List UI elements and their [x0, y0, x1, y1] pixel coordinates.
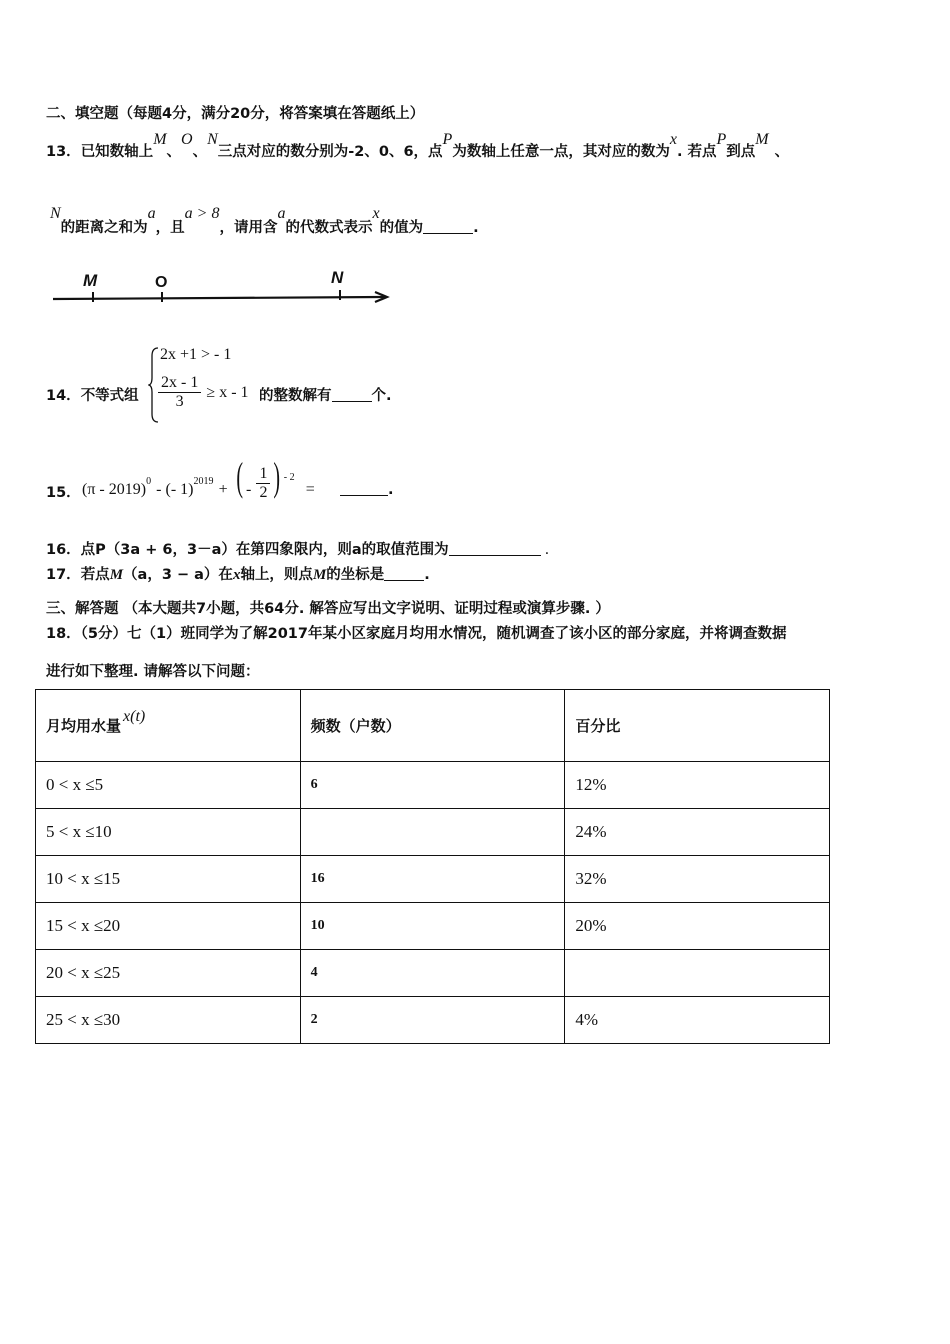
header-percent: 百分比: [565, 690, 830, 762]
condition-a-gt-8: a > 8: [184, 205, 220, 222]
point-n: N: [207, 131, 218, 148]
section-2-heading: 二、填空题（每题4分，满分20分，将答案填在答题纸上）: [46, 106, 425, 122]
answer-blank-14: [332, 387, 372, 402]
inequality-1: 2x +1 > - 1: [160, 346, 232, 363]
number-line-axis: [53, 297, 385, 299]
table-header-row: [36, 690, 830, 762]
question-14-tail: 的整数解有 个.: [259, 388, 392, 404]
inequality-2-fraction: $\frac{2x - 1}{3}$: [158, 374, 201, 411]
fraction-one-half: $\frac{1}{2}$: [256, 465, 270, 502]
question-15-number: 15．: [46, 485, 81, 501]
table-row: 5 < x ≤10 24%: [36, 809, 830, 856]
label-m: M: [83, 271, 98, 290]
header-usage: 月均用水量x(t): [36, 690, 301, 762]
answer-blank-17: [384, 566, 424, 581]
question-13: 13．已知数轴上M、O、N三点对应的数分别为-2、0、6，点P为数轴上任意一点，其对应的数为x. 若点P到点M、: [46, 131, 790, 160]
answer-blank-15: [340, 481, 388, 496]
table-row: 25 < x ≤30 2 4%: [36, 997, 830, 1044]
inequality-2: $\frac{2x - 1}{3}$ ≥ x - 1: [158, 374, 249, 411]
table-row: 15 < x ≤20 10 20%: [36, 903, 830, 950]
answer-blank-16: [449, 541, 541, 556]
q13-number: 13．: [46, 144, 81, 160]
question-18-line-2: 进行如下整理. 请解答以下问题：: [46, 664, 260, 680]
point-m: M: [153, 131, 167, 148]
table-row: 0 < x ≤5 6 12%: [36, 762, 830, 809]
table-row: 20 < x ≤25 4: [36, 950, 830, 997]
question-17: 17．若点M（a，3 − a）在x轴上，则点M的坐标是 .: [46, 567, 430, 583]
answer-blank-13: [423, 219, 473, 234]
question-15-expression: $(\pi - 2019)_0$ - (- $1)_{2019}$ + ( - $\frac{1}{2}$ ) - 2 =: [82, 454, 315, 501]
point-o: O: [181, 131, 193, 148]
section-3-heading: 三、解答题 （本大题共7小题，共64分. 解答应写出文字说明、证明过程或演算步骤. ）: [46, 601, 610, 617]
number-line-figure: [45, 262, 405, 312]
question-13-continued: N的距离之和为a，且a > 8，请用含a的代数式表示x的值为 .: [50, 205, 479, 236]
question-14: 14．不等式组: [46, 388, 139, 404]
water-usage-table: [35, 689, 830, 1044]
question-18-line-1: 18．（5分）七（1）班同学为了解2017年某小区家庭月均用水情况，随机调查了该小区的部分家庭，并将调查数据: [46, 626, 787, 642]
question-16: 16．点P（3a + 6，3－a）在第四象限内，则a的取值范围为 .: [46, 542, 550, 558]
question-15-tail: .: [340, 481, 394, 498]
header-frequency: 频数（户数）: [300, 690, 565, 762]
label-o: O: [155, 274, 168, 291]
table-row: 10 < x ≤15 16 32%: [36, 856, 830, 903]
label-n: N: [331, 268, 344, 287]
